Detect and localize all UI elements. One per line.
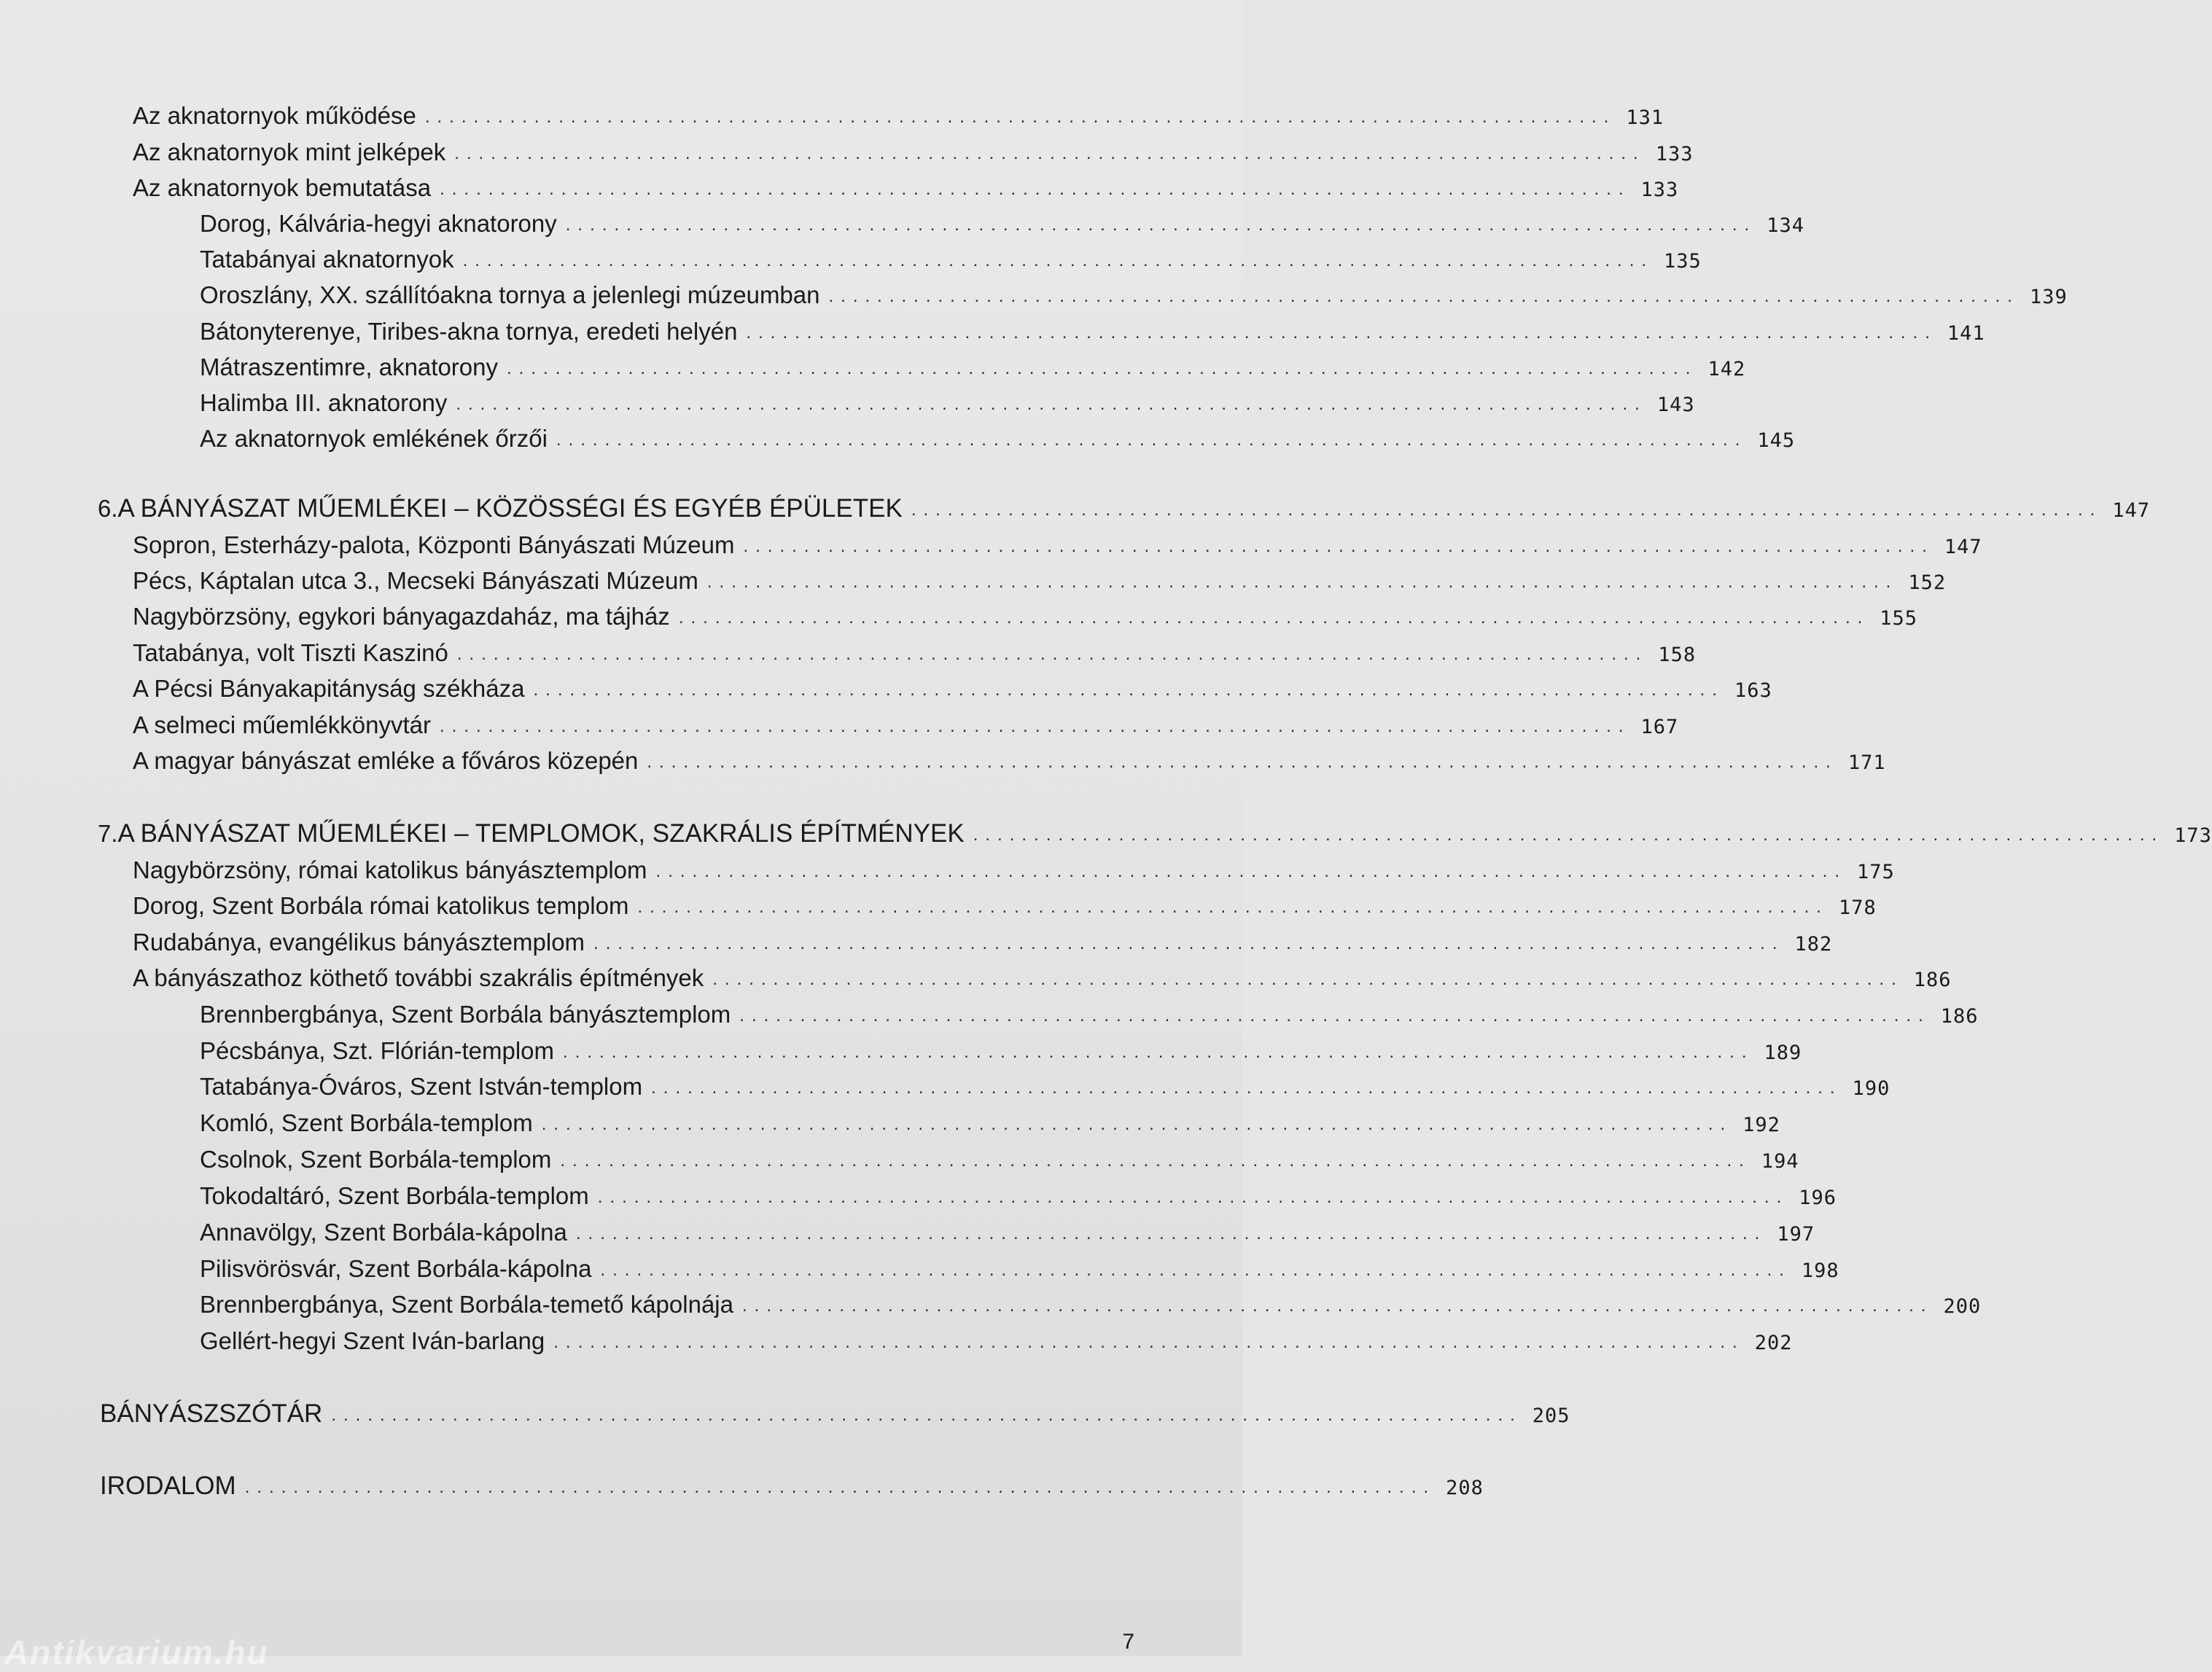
toc-entry	[133, 602, 1918, 634]
toc-entry-title: Komló, Szent Borbála-templom	[200, 1109, 533, 1136]
toc-entry	[200, 424, 1796, 456]
toc-entry-title: Tatabánya-Óváros, Szent István-templom	[200, 1073, 643, 1100]
toc-entry-title: Brennbergbánya, Szent Borbála bányásztemplom	[200, 1001, 731, 1028]
toc-entry-title: Nagybörzsöny, római katolikus bányásztemplom	[133, 856, 647, 883]
chapter-number: 7.	[98, 820, 118, 847]
dot-leader: ..................................................................................................	[440, 179, 1631, 199]
toc-entry-title: Dorog, Kálvária-hegyi aknatorony	[200, 210, 557, 237]
toc-entry-title: A BÁNYÁSZAT MŰEMLÉKEI – KÖZÖSSÉGI ÉS EGYÉB ÉPÜLETEK	[117, 494, 903, 523]
toc-entry	[200, 281, 2068, 313]
page-number: 7	[1122, 1630, 1134, 1654]
toc-entry-title: Az aknatornyok emlékének őrzői	[200, 425, 548, 452]
toc-entry-title: Halimba III. aknatorony	[200, 389, 448, 416]
toc-entry	[133, 746, 1886, 778]
toc-entry-page: 178	[1838, 896, 1877, 919]
dot-leader: ..................................................................................................	[678, 608, 1870, 628]
toc-entry-title: A bányászathoz köthető további szakrális építmények	[133, 964, 704, 991]
toc-entry	[200, 1327, 1793, 1359]
toc-entry-title: Pécs, Káptalan utca 3., Mecseki Bányászati Múzeum	[133, 567, 698, 594]
toc-entry-page: 205	[1532, 1405, 1570, 1427]
toc-entry-title: Pécsbánya, Szt. Flórián-templom	[200, 1037, 555, 1064]
dot-leader: ..................................................................................................	[741, 1296, 1933, 1316]
toc-entry-page: 133	[1655, 143, 1694, 165]
toc-entry-title: A selmeci műemlékkönyvtár	[133, 711, 431, 738]
toc-entry	[200, 353, 1746, 385]
dot-leader: ..................................................................................................	[456, 644, 1648, 664]
toc-entry-title: Tokodaltáró, Szent Borbála-templom	[200, 1182, 589, 1209]
toc-entry	[200, 1254, 1839, 1286]
toc-entry-page: 139	[2029, 286, 2068, 308]
toc-entry-page: 147	[1944, 536, 1982, 558]
toc-entry	[200, 1145, 1799, 1177]
toc-entry	[200, 1036, 1802, 1069]
toc-chapter-entry	[98, 494, 2151, 526]
toc-entry-page: 171	[1847, 751, 1886, 774]
toc-chapter-entry	[98, 819, 2212, 851]
toc-entry-page: 152	[1908, 571, 1947, 594]
toc-entry-page: 182	[1794, 933, 1833, 956]
toc-entry	[133, 674, 1772, 706]
toc-entry-title: IRODALOM	[100, 1472, 236, 1500]
toc-entry-title: A BÁNYÁSZAT MŰEMLÉKEI – TEMPLOMOK, SZAKRÁLIS ÉPÍTMÉNYEK	[117, 819, 965, 848]
toc-entry	[200, 209, 1805, 241]
dot-leader: ..................................................................................................	[454, 144, 1646, 163]
toc-entry	[133, 531, 1982, 563]
toc-entry-page: 158	[1658, 644, 1697, 666]
toc-entry-page: 186	[1940, 1005, 1979, 1028]
toc-entry-title: Rudabánya, evangélikus bányásztemplom	[133, 929, 585, 956]
toc-entry-page: 133	[1640, 179, 1679, 201]
dot-leader: ..................................................................................................	[593, 934, 1785, 953]
toc-entry	[133, 138, 1694, 170]
toc-entry-title: Tatabánya, volt Tiszti Kaszinó	[133, 639, 448, 666]
toc-main-entry	[100, 1472, 1484, 1504]
toc-entry-page: 189	[1764, 1042, 1802, 1064]
toc-entry-title: BÁNYÁSZSZÓTÁR	[100, 1399, 323, 1428]
dot-leader: ..................................................................................................	[637, 897, 1829, 917]
dot-leader: ..................................................................................................	[575, 1224, 1767, 1243]
dot-leader: ..................................................................................................	[973, 825, 2165, 845]
toc-entry	[133, 101, 1664, 133]
toc-entry-page: 175	[1857, 861, 1895, 883]
dot-leader: ..................................................................................................	[746, 323, 1937, 343]
toc-main-entry	[100, 1399, 1570, 1431]
toc-entry-page: 194	[1761, 1150, 1799, 1173]
toc-entry-page: 202	[1754, 1332, 1793, 1354]
toc-entry-page: 135	[1664, 250, 1702, 273]
dot-leader: ..................................................................................................	[533, 680, 1724, 700]
dot-leader: ..................................................................................................	[424, 107, 1616, 127]
toc-entry	[133, 638, 1697, 671]
toc-entry-page: 141	[1947, 322, 1985, 345]
toc-entry-page: 196	[1799, 1187, 1837, 1209]
dot-leader: ..................................................................................................	[541, 1114, 1733, 1134]
toc-entry-page: 143	[1656, 394, 1695, 416]
toc-entry	[200, 1000, 1979, 1032]
toc-entry	[200, 1290, 1982, 1322]
dot-leader: ..................................................................................................	[739, 1006, 1931, 1026]
dot-leader: ..................................................................................................	[712, 969, 1904, 989]
toc-entry-page: 198	[1801, 1259, 1839, 1282]
toc-entry-page: 200	[1943, 1295, 1982, 1318]
toc-entry-title: Pilisvörösvár, Szent Borbála-kápolna	[200, 1255, 592, 1282]
toc-entry-page: 186	[1913, 969, 1952, 991]
toc-entry	[133, 928, 1833, 960]
toc-entry-page: 163	[1734, 679, 1772, 702]
dot-leader: ..................................................................................................	[565, 215, 1757, 235]
toc-entry-page: 131	[1626, 106, 1664, 129]
toc-entry	[200, 1072, 1890, 1104]
toc-entry-title: Az aknatornyok bemutatása	[133, 174, 432, 201]
toc-entry-title: Dorog, Szent Borbála római katolikus templom	[133, 892, 629, 919]
toc-entry	[133, 173, 1679, 206]
toc-entry	[200, 1109, 1780, 1141]
dot-leader: ..................................................................................................	[597, 1187, 1789, 1207]
watermark: Antikvarium.hu	[4, 1633, 269, 1671]
toc-entry	[133, 566, 1947, 598]
toc-entry-page: 167	[1640, 716, 1679, 738]
toc-entry-page: 147	[2112, 499, 2151, 522]
toc-entry-title: Bátonyterenye, Tiribes-akna tornya, eredeti helyén	[200, 318, 738, 345]
dot-leader: ..................................................................................................	[507, 359, 1698, 378]
toc-entry	[200, 245, 1702, 277]
toc-entry-page: 173	[2174, 824, 2212, 847]
toc-entry-page: 134	[1767, 214, 1805, 237]
toc-entry-title: Mátraszentimre, aknatorony	[200, 353, 499, 380]
toc-entry-page: 190	[1852, 1077, 1890, 1100]
dot-leader: ..................................................................................................	[911, 500, 2103, 520]
toc-entry-title: Az aknatornyok mint jelképek	[133, 138, 446, 165]
toc-entry-title: Az aknatornyok működése	[133, 102, 416, 129]
toc-entry	[200, 1218, 1815, 1250]
toc-entry-title: Nagybörzsöny, egykori bányagazdaház, ma tájház	[133, 603, 670, 630]
toc-entry	[200, 317, 1985, 349]
toc-entry-page: 197	[1777, 1223, 1815, 1246]
dot-leader: ..................................................................................................	[655, 862, 1847, 881]
dot-leader: ..................................................................................................	[563, 1042, 1754, 1062]
toc-entry-title: Oroszlány, XX. szállítóakna tornya a jelenlegi múzeumban	[200, 281, 820, 308]
dot-leader: ..................................................................................................	[743, 536, 1934, 556]
toc-entry-title: A magyar bányászat emléke a főváros közepén	[133, 747, 639, 774]
toc-entry-page: 155	[1880, 607, 1918, 630]
toc-entry-title: Sopron, Esterházy-palota, Központi Bányászati Múzeum	[133, 531, 735, 558]
toc-entry-page: 142	[1707, 358, 1746, 380]
toc-entry-title: Annavölgy, Szent Borbála-kápolna	[200, 1219, 567, 1246]
dot-leader: ..................................................................................................	[647, 752, 1838, 772]
dot-leader: ..................................................................................................	[556, 430, 1748, 450]
dot-leader: ..................................................................................................	[439, 716, 1631, 736]
dot-leader: ..................................................................................................	[456, 394, 1647, 414]
toc-entry-title: Brennbergbánya, Szent Borbála-temető kápolnája	[200, 1291, 733, 1318]
toc-entry-title: Csolnok, Szent Borbála-templom	[200, 1146, 552, 1173]
chapter-number: 6.	[98, 495, 118, 522]
toc-entry	[133, 964, 1952, 996]
toc-entry	[133, 891, 1877, 923]
toc-entry-page: 192	[1742, 1114, 1780, 1136]
toc-entry-page: 208	[1446, 1477, 1484, 1499]
dot-leader: ..................................................................................................	[828, 286, 2020, 306]
toc-entry	[200, 388, 1695, 421]
toc-entry	[133, 856, 1895, 888]
dot-leader: ..................................................................................................	[331, 1405, 1522, 1425]
toc-entry	[200, 1181, 1837, 1214]
dot-leader: ..................................................................................................	[560, 1151, 1751, 1171]
dot-leader: ..................................................................................................	[553, 1332, 1745, 1352]
toc-entry	[133, 711, 1679, 743]
toc-entry-title: Gellért-hegyi Szent Iván-barlang	[200, 1327, 545, 1354]
dot-leader: ..................................................................................................	[462, 251, 1654, 270]
dot-leader: ..................................................................................................	[706, 572, 1898, 592]
dot-leader: ..................................................................................................	[600, 1260, 1791, 1280]
toc-entry-page: 145	[1757, 429, 1796, 452]
dot-leader: ..................................................................................................	[651, 1078, 1842, 1098]
toc-entry-title: A Pécsi Bányakapitányság székháza	[133, 675, 525, 702]
dot-leader: ..................................................................................................	[244, 1477, 1436, 1497]
toc-entry-title: Tatabányai aknatornyok	[200, 246, 454, 273]
